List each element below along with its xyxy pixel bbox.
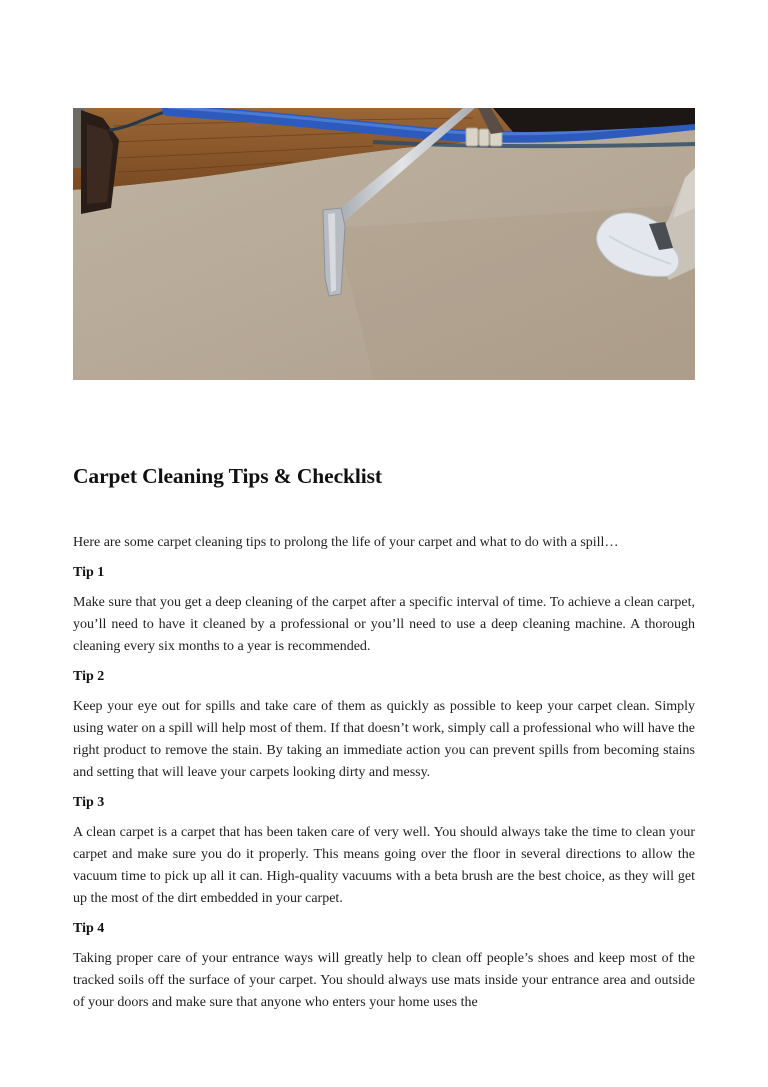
page-title: Carpet Cleaning Tips & Checklist bbox=[73, 464, 382, 488]
tip-heading: Tip 4 bbox=[73, 921, 105, 936]
tip-section bbox=[73, 792, 695, 910]
tip-heading: Tip 1 bbox=[73, 565, 105, 580]
intro-paragraph: Here are some carpet cleaning tips to prolong the life of your carpet and what to do with a spill… bbox=[73, 535, 619, 550]
tip-heading: Tip 3 bbox=[73, 795, 105, 810]
article-content bbox=[73, 462, 695, 1014]
tip-body: Keep your eye out for spills and take care of them as quickly as possible to keep your carpet clean. Simply using water on a spill will help most of them. If that doesn’t work, simply call a professional who will have the right product to remove the stain. By taking an immediate action you can prevent spills from becoming stains and setting that will leave your carpets looking dirty and messy. bbox=[73, 699, 695, 780]
tip-section bbox=[73, 666, 695, 784]
tip-body: Make sure that you get a deep cleaning of the carpet after a specific interval of time. To achieve a clean carpet, you’ll need to have it cleaned by a professional or you’ll need to use a deep cleaning machine. A thorough cleaning every six months to a year is recommended. bbox=[73, 595, 695, 654]
tip-body: Taking proper care of your entrance ways will greatly help to clean off people’s shoes and keep most of the tracked soils off the surface of your carpet. You should always use mats inside your entrance area and outside of your doors and make sure that anyone who enters your home uses the bbox=[73, 951, 695, 1010]
hero-image-carpet-cleaning bbox=[73, 108, 695, 380]
tip-section bbox=[73, 918, 695, 1014]
tip-heading: Tip 2 bbox=[73, 669, 105, 684]
tip-body: A clean carpet is a carpet that has been taken care of very well. You should always take the time to clean your carpet and make sure you do it properly. This means going over the floor in several directions to allow the vacuum time to pick up all it can. High-quality vacuums with a beta brush are the best choice, as they will get up the most of the dirt embedded in your carpet. bbox=[73, 825, 695, 906]
tip-section bbox=[73, 562, 695, 658]
carpet-cleaning-photo bbox=[73, 108, 695, 380]
